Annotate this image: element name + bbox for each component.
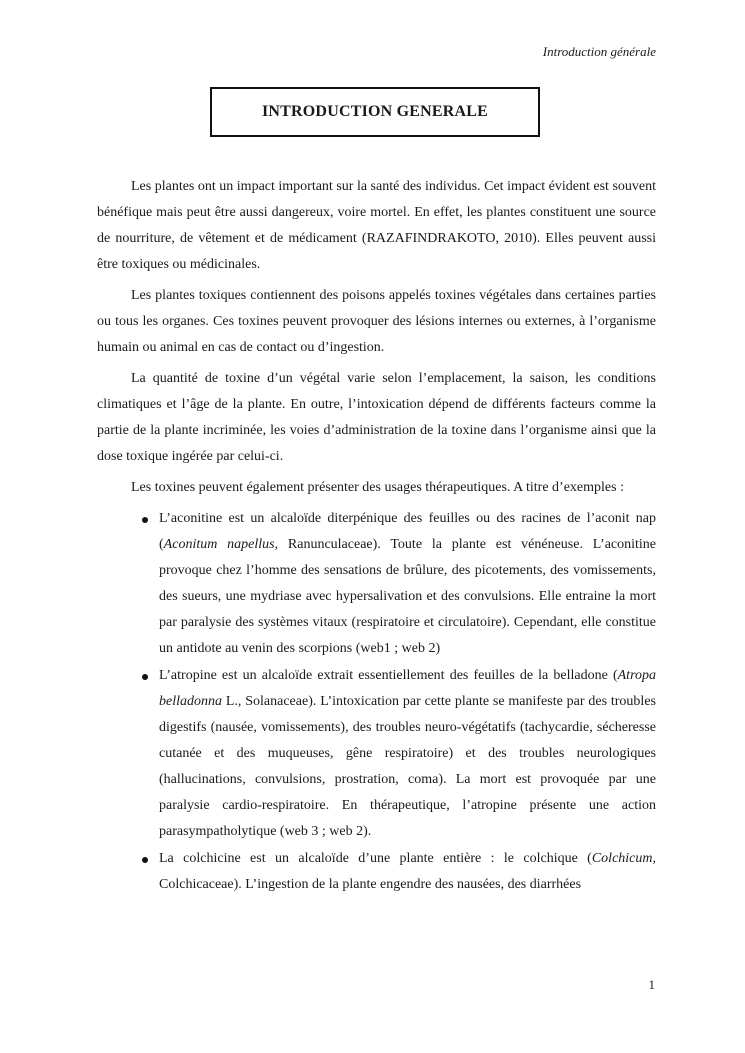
list-item-text: , Ranunculaceae). Toute la plante est vénéneuse. L’aconitine provoque chez l’homme des sensations de brûlure, des picotements, des vomissements, des sueurs, une mydriase avec hypersalivation et des convulsions. Elle entraine la mort par paralysie des systèmes vitaux (respiratoire et circulatoire). Cependant, elle constitue un antidote au venin des scorpions (web1 ; web 2) xyxy=(159,537,656,656)
page-number: 1 xyxy=(648,977,655,992)
species-name: Aconitum napellus xyxy=(163,537,275,552)
paragraph-4: Les toxines peuvent également présenter des usages thérapeutiques. A titre d’exemples : xyxy=(131,480,624,495)
page-title: INTRODUCTION GENERALE xyxy=(261,103,488,120)
species-name: Colchicum, xyxy=(591,851,656,866)
species-name: Atropa belladonna xyxy=(159,668,656,709)
paragraph-2: Les plantes toxiques contiennent des poisons appelés toxines végétales dans certaines parties ou tous les organes. Ces toxines peuvent provoquer des lésions internes ou externes, à l’organisme humain ou animal en cas de contact ou d’ingestion. xyxy=(97,288,656,355)
body-text xyxy=(97,174,656,899)
list-item-text: L’aconitine est un alcaloïde diterpénique des feuilles ou des racines de l’aconit nap ( xyxy=(159,511,656,552)
list-item-colchicine xyxy=(97,846,656,898)
list-item-text: La colchicine est un alcaloïde d’une plante entière : le colchique ( xyxy=(159,851,592,866)
running-header: Introduction générale xyxy=(542,44,656,59)
list-item-atropine xyxy=(97,663,656,845)
paragraph-3: La quantité de toxine d’un végétal varie selon l’emplacement, la saison, les conditions climatiques et l’âge de la plante. En outre, l’intoxication dépend de différents facteurs comme la partie de la plante incriminée, les voies d’administration de la toxine dans l’organisme ainsi que la dose toxique ingérée par celui-ci. xyxy=(97,371,656,464)
list-item-text: L., Solanaceae). L’intoxication par cette plante se manifeste par des troubles digestifs (nausée, vomissements), des troubles neuro-végétatifs (tachycardie, sécheresse cutanée et des muqueuses, gêne respiratoire) et des troubles neurologiques (hallucinations, convulsions, prostration, coma). La mort est provoquée par une paralysie cardio-respiratoire. En thérapeutique, l’atropine présente une action parasympatholytique (web 3 ; web 2). xyxy=(159,694,656,839)
paragraph-1: Les plantes ont un impact important sur la santé des individus. Cet impact évident est souvent bénéfique mais peut être aussi dangereux, voire mortel. En effet, les plantes constituent une source de nourriture, de vêtement et de médicament (RAZAFINDRAKOTO, 2010). Elles peuvent aussi être toxiques ou médicinales. xyxy=(97,179,656,272)
list-item-text: L’atropine est un alcaloïde extrait essentiellement des feuilles de la belladone ( xyxy=(159,668,618,683)
bullet-icon xyxy=(142,674,148,680)
title-box xyxy=(210,87,540,137)
list-item-text: Colchicaceae). L’ingestion de la plante engendre des nausées, des diarrhées xyxy=(159,877,582,892)
bullet-icon xyxy=(142,857,148,863)
examples-list xyxy=(97,506,656,898)
bullet-icon xyxy=(142,517,148,523)
list-item-aconitine xyxy=(97,506,656,662)
